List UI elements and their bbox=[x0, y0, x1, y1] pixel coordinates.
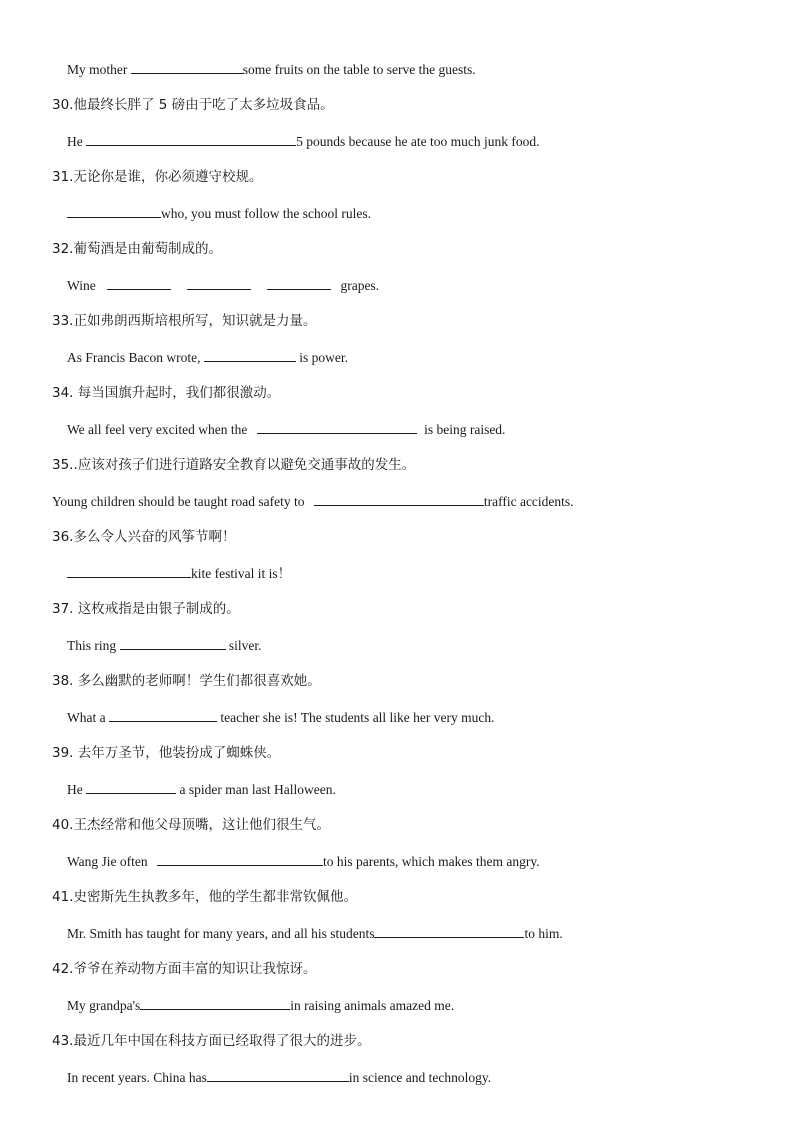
answer-blank[interactable] bbox=[67, 564, 191, 578]
answer-line-29 bbox=[67, 60, 476, 79]
answer-blank[interactable] bbox=[67, 204, 161, 218]
question-31: 31.无论你是谁，你必须遵守校规。 bbox=[52, 169, 263, 185]
answer-blank[interactable] bbox=[257, 420, 417, 434]
question-43: 43.最近几年中国在科技方面已经取得了很大的进步。 bbox=[52, 1033, 371, 1049]
answer-blank[interactable] bbox=[207, 1068, 349, 1082]
answer-text: to his parents, which makes them angry. bbox=[323, 854, 540, 869]
answer-text: 5 pounds because he ate too much junk food. bbox=[296, 134, 540, 149]
answer-line-38 bbox=[67, 708, 495, 727]
answer-text: He bbox=[67, 782, 87, 797]
answer-text: My grandpa's bbox=[67, 998, 141, 1013]
question-32: 32.葡萄酒是由葡萄制成的。 bbox=[52, 241, 222, 257]
answer-text: Young children should be taught road safety to bbox=[52, 494, 308, 509]
answer-blank[interactable] bbox=[187, 276, 251, 290]
question-33: 33.正如弗朗西斯培根所写，知识就是力量。 bbox=[52, 313, 317, 329]
question-35: 35..应该对孩子们进行道路安全教育以避免交通事故的发生。 bbox=[52, 457, 416, 473]
answer-line-43 bbox=[67, 1068, 491, 1087]
answer-text: Wang Jie often bbox=[67, 854, 152, 869]
answer-text: This ring bbox=[67, 638, 120, 653]
answer-text: We all feel very excited when the bbox=[67, 422, 251, 437]
answer-line-40 bbox=[67, 852, 540, 871]
question-37: 37. 这枚戒指是由银子制成的。 bbox=[52, 601, 240, 617]
question-39: 39. 去年万圣节，他装扮成了蜘蛛侠。 bbox=[52, 745, 281, 761]
answer-text: in raising animals amazed me. bbox=[290, 998, 455, 1013]
answer-text: Mr. Smith has taught for many years, and all his students bbox=[67, 926, 375, 941]
answer-line-32 bbox=[67, 276, 379, 295]
answer-line-31 bbox=[67, 204, 371, 223]
answer-blank[interactable] bbox=[314, 492, 484, 506]
answer-line-39 bbox=[67, 780, 336, 799]
answer-text: My mother bbox=[67, 62, 131, 77]
answer-blank[interactable] bbox=[140, 996, 290, 1010]
answer-text: some fruits on the table to serve the guests. bbox=[242, 62, 476, 77]
answer-blank[interactable] bbox=[267, 276, 331, 290]
answer-text: grapes. bbox=[337, 278, 380, 293]
answer-text: silver. bbox=[225, 638, 262, 653]
answer-line-34 bbox=[67, 420, 505, 439]
question-38: 38. 多么幽默的老师啊！学生们都很喜欢她。 bbox=[52, 673, 321, 689]
answer-line-35 bbox=[52, 492, 574, 511]
question-41: 41.史密斯先生执教多年，他的学生都非常钦佩他。 bbox=[52, 889, 357, 905]
answer-line-42 bbox=[67, 996, 454, 1015]
question-34: 34. 每当国旗升起时，我们都很激动。 bbox=[52, 385, 281, 401]
answer-text: kite festival it is！ bbox=[191, 566, 292, 581]
answer-text: In recent years. China has bbox=[67, 1070, 207, 1085]
answer-line-41 bbox=[67, 924, 563, 943]
answer-blank[interactable] bbox=[86, 780, 176, 794]
answer-text: As Francis Bacon wrote, bbox=[67, 350, 204, 365]
answer-text: who, you must follow the school rules. bbox=[161, 206, 371, 221]
answer-blank[interactable] bbox=[131, 60, 243, 74]
answer-text: What a bbox=[67, 710, 109, 725]
answer-blank[interactable] bbox=[204, 348, 296, 362]
answer-line-33 bbox=[67, 348, 348, 367]
answer-blank[interactable] bbox=[157, 852, 323, 866]
answer-text: Wine bbox=[67, 278, 100, 293]
answer-text: in science and technology. bbox=[348, 1070, 492, 1085]
answer-line-30 bbox=[67, 132, 539, 151]
answer-text: is being raised. bbox=[420, 422, 506, 437]
answer-blank[interactable] bbox=[374, 924, 524, 938]
question-40: 40.王杰经常和他父母顶嘴，这让他们很生气。 bbox=[52, 817, 330, 833]
question-36: 36.多么令人兴奋的风筝节啊！ bbox=[52, 529, 236, 545]
answer-text: is power. bbox=[295, 350, 348, 365]
answer-blank[interactable] bbox=[120, 636, 226, 650]
answer-text: to him. bbox=[524, 926, 563, 941]
answer-blank[interactable] bbox=[107, 276, 171, 290]
answer-text: teacher she is! The students all like her very much. bbox=[216, 710, 495, 725]
answer-line-37 bbox=[67, 636, 262, 655]
question-30: 30.他最终长胖了 5 磅由于吃了太多垃圾食品。 bbox=[52, 97, 334, 113]
answer-blank[interactable] bbox=[86, 132, 296, 146]
answer-text: He bbox=[67, 134, 87, 149]
answer-blank[interactable] bbox=[109, 708, 217, 722]
answer-text: traffic accidents. bbox=[483, 494, 574, 509]
answer-line-36 bbox=[67, 564, 291, 583]
question-42: 42.爷爷在养动物方面丰富的知识让我惊讶。 bbox=[52, 961, 317, 977]
answer-text: a spider man last Halloween. bbox=[176, 782, 336, 797]
